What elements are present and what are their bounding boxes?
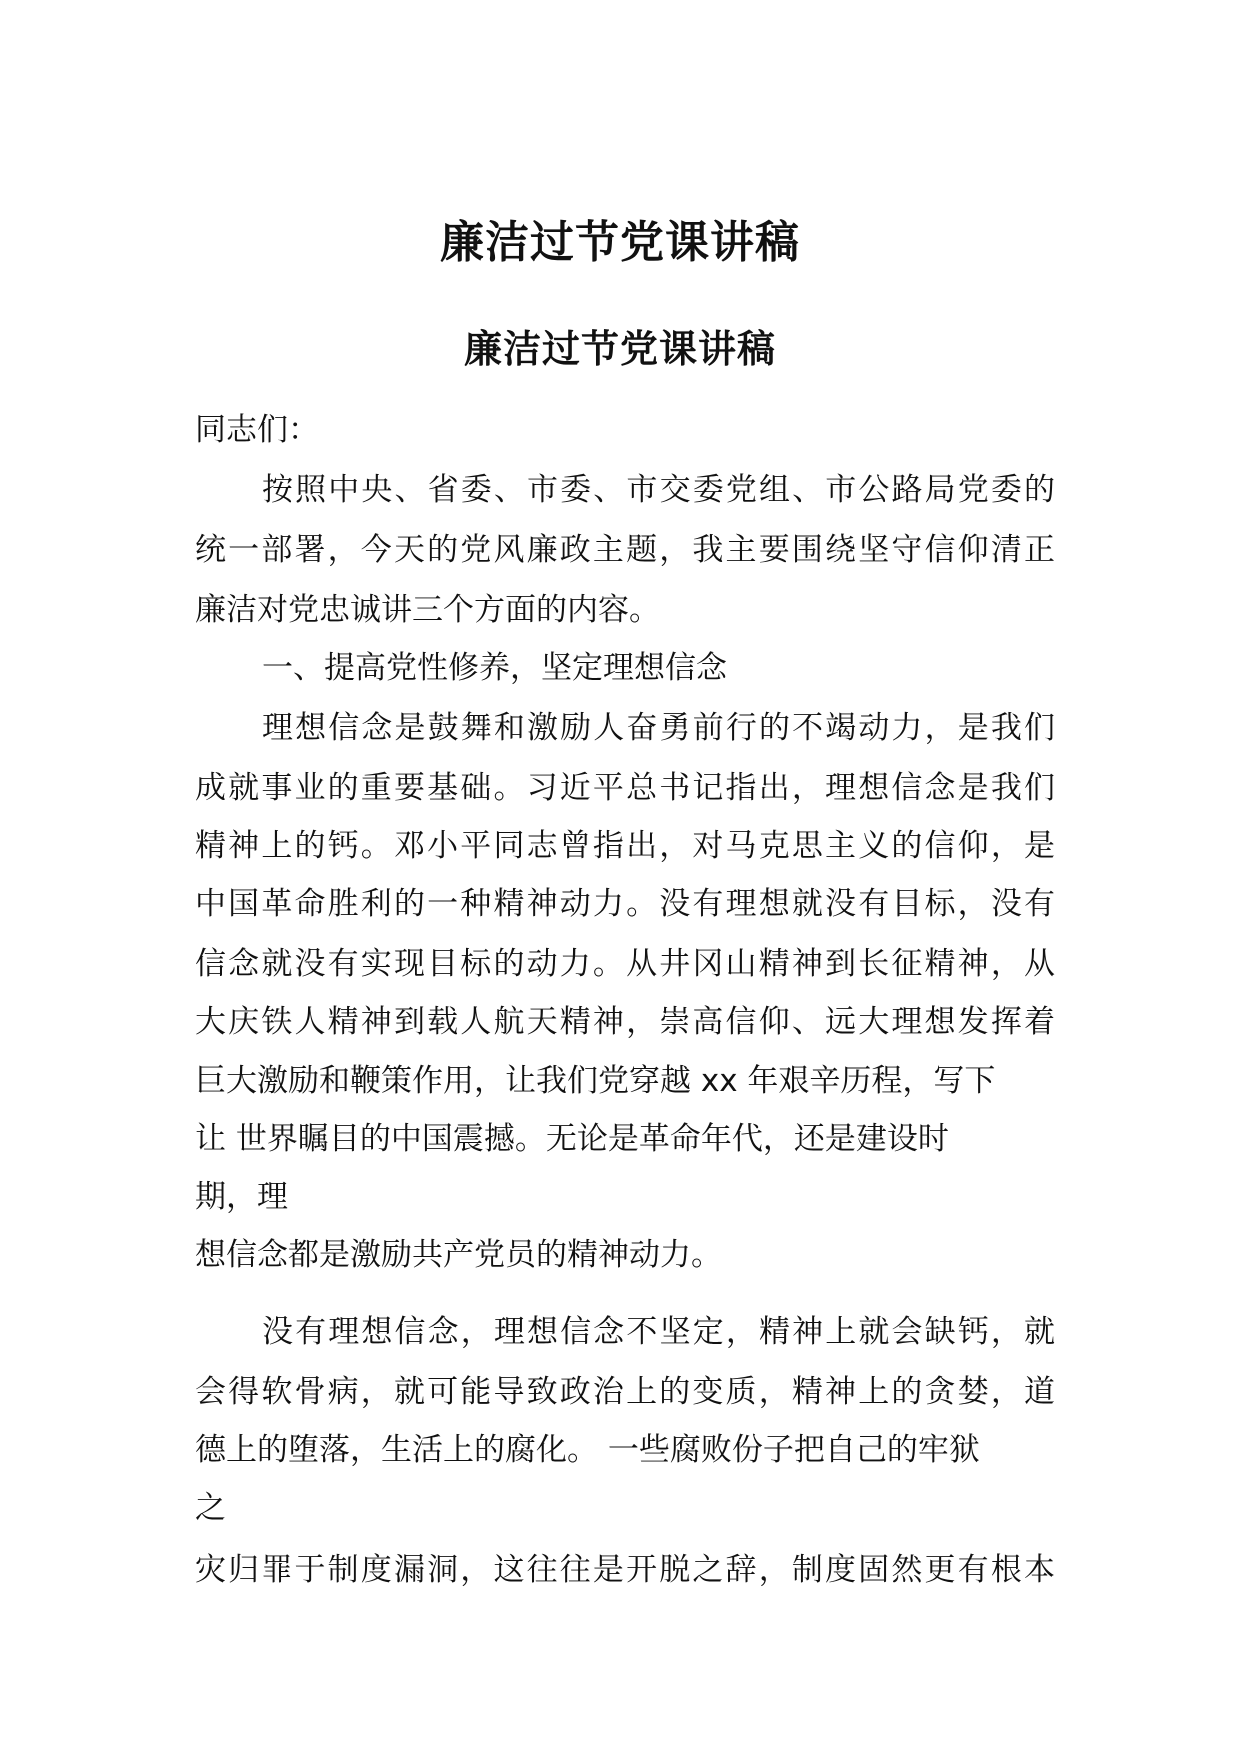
- text-line: 德上的堕落，生活上的腐化。 一些腐败份子把自己的牢狱: [195, 1432, 980, 1468]
- text-line: 灾归罪于制度漏洞，这往往是开脱之辞，制度固然更有根本: [195, 1552, 1055, 1588]
- text-line: 成就事业的重要基础。习近平总书记指出，理想信念是我们: [195, 770, 1055, 806]
- text-line: 期，理: [195, 1179, 288, 1215]
- text-line: 统一部署，今天的党风廉政主题，我主要围绕坚守信仰清正: [195, 532, 1055, 568]
- text-line: 中国革命胜利的一种精神动力。没有理想就没有目标，没有: [195, 886, 1055, 922]
- text-line: 精神上的钙。邓小平同志曾指出，对马克思主义的信仰，是: [195, 828, 1055, 864]
- salutation-line: 同志们：: [195, 412, 319, 448]
- document-title: 廉洁过节党课讲稿: [440, 217, 800, 268]
- text-line: 理想信念是鼓舞和激励人奋勇前行的不竭动力，是我们: [262, 710, 1055, 746]
- document-subtitle: 廉洁过节党课讲稿: [463, 327, 776, 371]
- text-line: 巨大激励和鞭策作用，让我们党穿越 xx 年艰辛历程，写下: [195, 1063, 996, 1099]
- text-line: 让 世界瞩目的中国震撼。无论是革命年代，还是建设时: [195, 1121, 949, 1157]
- section-heading-line: 一、提高党性修养，坚定理想信念: [262, 650, 727, 686]
- text-line: 信念就没有实现目标的动力。从井冈山精神到长征精神，从: [195, 946, 1055, 982]
- text-line: 想信念都是激励共产党员的精神动力。: [195, 1237, 722, 1273]
- text-line: 没有理想信念，理想信念不坚定，精神上就会缺钙，就: [262, 1314, 1055, 1350]
- text-line: 廉洁对党忠诚讲三个方面的内容。: [195, 592, 660, 628]
- text-line: 会得软骨病，就可能导致政治上的变质，精神上的贪婪，道: [195, 1374, 1055, 1410]
- text-line: 大庆铁人精神到载人航天精神，崇高信仰、远大理想发挥着: [195, 1004, 1055, 1040]
- text-line: 之: [195, 1490, 226, 1526]
- text-line: 按照中央、省委、市委、市交委党组、市公路局党委的: [262, 472, 1055, 508]
